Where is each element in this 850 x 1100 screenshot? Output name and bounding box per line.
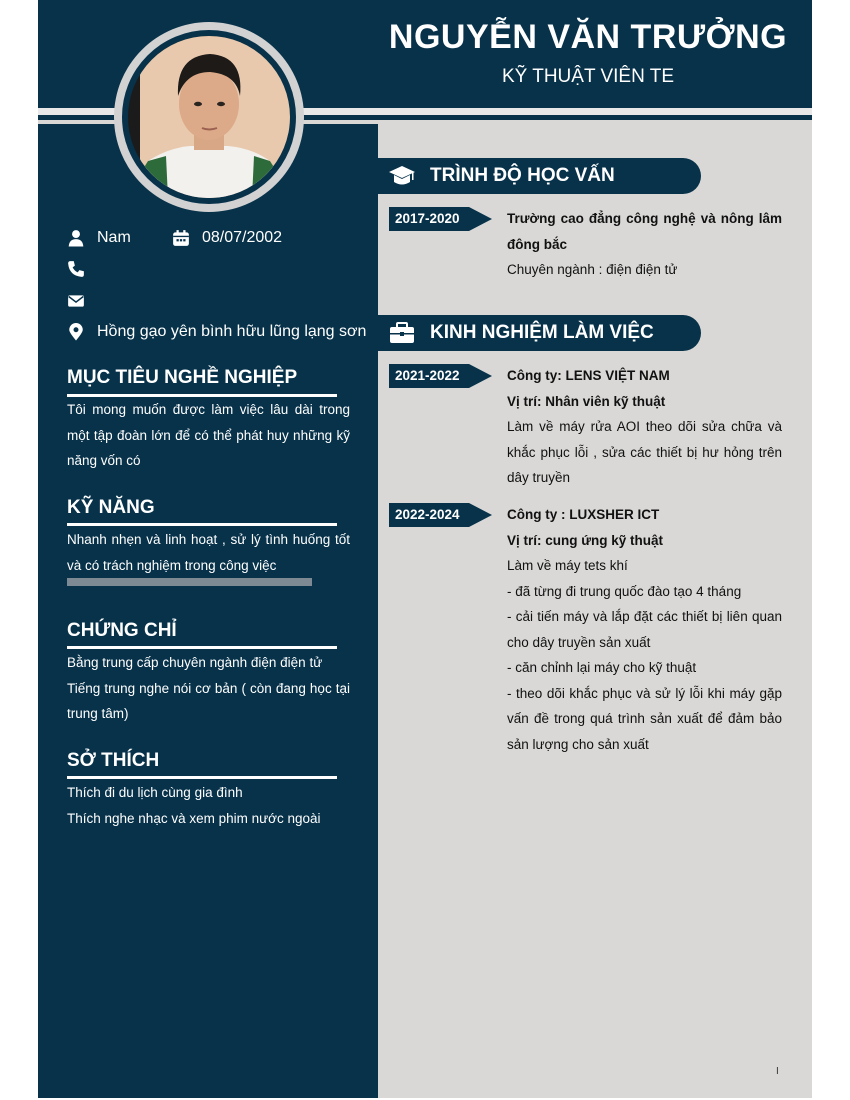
job-description: - đã từng đi trung quốc đào tạo 4 tháng (507, 583, 742, 599)
job-description: Làm về máy rửa AOI theo dõi sửa chữa và khắc phục lỗi , sửa các thiết bị hư hỏng trên dây truyền (507, 419, 782, 485)
briefcase-icon (388, 321, 416, 345)
envelope-icon (67, 292, 85, 310)
calendar-icon (172, 229, 190, 247)
objective-text: Tôi mong muốn được làm việc lâu dài trong một tập đoàn lớn để có thể phát huy những kỹ năng vốn có (67, 402, 350, 468)
hobby-item: Thích đi du lịch cùng gia đình (67, 785, 243, 800)
dob-row (172, 229, 282, 247)
education-heading-banner (378, 158, 701, 194)
period-arrow (469, 364, 492, 388)
education-heading: TRÌNH ĐỘ HỌC VẤN (430, 165, 615, 186)
dob-value: 08/07/2002 (202, 229, 283, 246)
job-description: - cải tiến máy và lắp đặt các thiết bị liên quan cho dây truyền sản xuất (507, 609, 782, 650)
job-description: Làm về máy tets khí (507, 558, 628, 573)
objective-heading: MỤC TIÊU NGHỀ NGHIỆP (67, 367, 298, 388)
job-description: - căn chỉnh lại máy cho kỹ thuật (507, 660, 697, 675)
certificates-heading: CHỨNG CHỈ (67, 620, 177, 641)
hobbies-underline (67, 776, 337, 779)
period-arrow (469, 207, 492, 231)
page-number: I (776, 1066, 779, 1077)
phone-icon (67, 260, 85, 278)
candidate-name: NGUYỄN VĂN TRƯỞNG (388, 18, 788, 56)
cv-page (38, 0, 812, 1098)
hobbies-heading: SỞ THÍCH (67, 750, 160, 771)
skill-level-bar (67, 578, 312, 586)
certificate-item: Bằng trung cấp chuyên ngành điện điện tử (67, 655, 323, 670)
period-arrow (469, 503, 492, 527)
skills-underline (67, 523, 337, 526)
address-row (67, 323, 366, 341)
experience-period: 2022-2024 (389, 503, 469, 527)
company-name: Công ty: LENS VIỆT NAM (507, 368, 670, 383)
email-row (67, 292, 97, 310)
experience-entry (507, 502, 782, 757)
candidate-title: KỸ THUẬT VIÊN TE (501, 66, 675, 87)
job-description: - theo dõi khắc phục và sử lý lỗi khi máy gặp vấn đề trong quá trình sản xuất để đảm bảo sản lượng cho sản xuất (507, 685, 782, 752)
gender-value: Nam (97, 229, 131, 246)
address-value: Hồng gạo yên bình hữu lũng lạng sơn (97, 323, 367, 340)
gender-row (67, 229, 131, 247)
user-icon (67, 229, 85, 247)
profile-photo (128, 36, 290, 198)
company-name: Công ty : LUXSHER ICT (507, 507, 660, 522)
experience-period: 2021-2022 (389, 364, 469, 388)
experience-heading: KINH NGHIỆM LÀM VIỆC (430, 322, 654, 343)
graduation-cap-icon (388, 164, 416, 188)
experience-heading-banner (378, 315, 701, 351)
education-period: 2017-2020 (389, 207, 469, 231)
job-position: Vị trí: Nhân viên kỹ thuật (507, 393, 666, 409)
location-pin-icon (67, 323, 85, 341)
certificate-item: Tiếng trung nghe nói cơ bản ( còn đang học tại trung tâm) (67, 680, 350, 721)
hobby-item: Thích nghe nhạc và xem phim nước ngoài (67, 810, 321, 826)
major: Chuyên ngành : điện điện tử (507, 262, 678, 277)
skills-text: Nhanh nhẹn và linh hoạt , sử lý tình huống tốt và có trách nghiệm trong công việc (67, 532, 350, 573)
certificates-list (67, 650, 350, 727)
skills-heading: KỸ NĂNG (67, 497, 155, 518)
certificates-underline (67, 646, 337, 649)
experience-entry (507, 363, 782, 491)
job-position: Vị trí: cung ứng kỹ thuật (507, 532, 664, 548)
hobbies-list (67, 780, 350, 831)
school-name: Trường cao đẳng công nghệ và nông lâm đông bắc (507, 211, 782, 252)
education-entry (507, 206, 782, 283)
phone-row (67, 260, 97, 278)
